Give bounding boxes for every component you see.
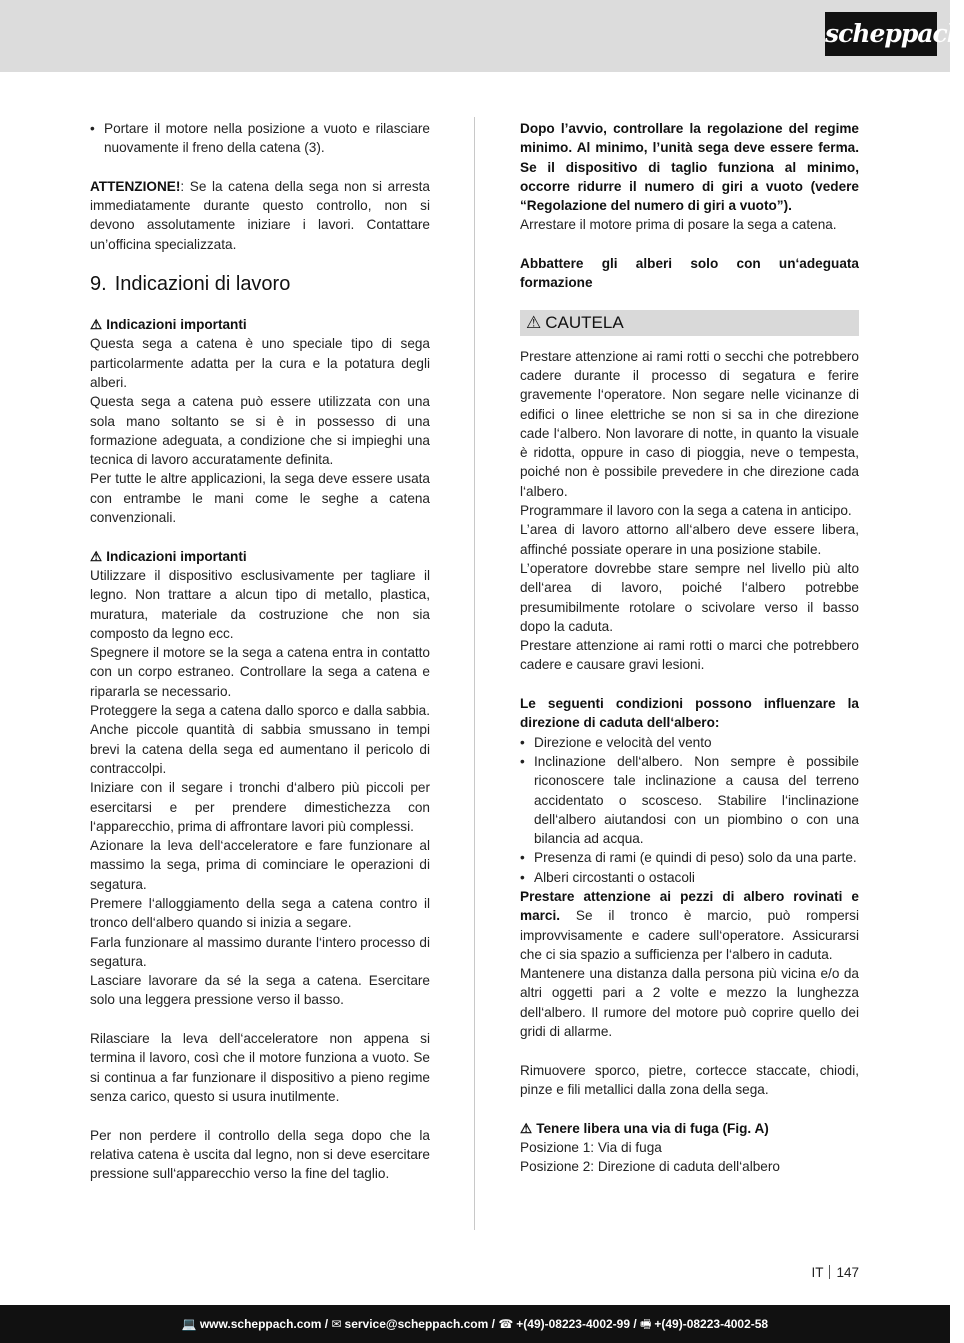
paragraph: Questa sega a catena può essere utilizzata con una sola mano soltanto se si è in possesso di una formazione adeguata, a condizione che si impieghi una tecnica di lavoro accuratamente definita. (90, 394, 430, 468)
paragraph: Rimuovere sporco, pietre, cortecce staccate, chiodi, pinze e fili metallici dalla zona della sega. (520, 1062, 859, 1097)
attention-paragraph: ATTENZIONE!: Se la catena della sega non si arresta immediatamente durante questo controllo, non si devono assolutamente iniziare i lavori. Contattare un’officina specializzata. (90, 178, 430, 252)
paragraph: Programmare il lavoro con la sega a catena in anticipo. (520, 503, 852, 519)
conditions-heading: Le seguenti condizioni possono influenzare la direzione di caduta dell‘albero: (520, 696, 859, 731)
paragraph: Mantenere una distanza dalla persona più vicina e/o da altri oggetti pari a 2 volte e mezzo la lunghezza dell‘albero. Il rumore del motore può coprire quello dei gridi di allarme. (520, 966, 859, 1040)
paragraph: Abbattere gli alberi solo con un‘adeguata formazione (520, 256, 859, 291)
email-link[interactable]: service@scheppach.com / (344, 1317, 495, 1331)
fax-number: +(49)-08223-4002-58 (654, 1317, 769, 1331)
paragraph: Arrestare il motore prima di posare la sega a catena. (520, 217, 837, 233)
section-heading: 9. Indicazioni di lavoro (90, 273, 291, 296)
paragraph: Prestare attenzione ai rami rotti o marci che potrebbero cadere e causare gravi lesioni. (520, 638, 859, 673)
paragraph: Proteggere la sega a catena dallo sporco e dalla sabbia. Anche piccole quantità di sabbia smussano in tempi brevi la catena della sega ed aumentano il pericolo di contraccolpi. (90, 703, 430, 776)
computer-icon: 💻 (181, 1317, 197, 1331)
paragraph: Azionare la leva dell‘acceleratore e fare funzionare al massimo la sega, prima di cominciare le operazioni di segatura. (90, 838, 430, 892)
paragraph: Posizione 1: Via di fuga (520, 1139, 662, 1155)
left-column (90, 119, 430, 1183)
list-item: • Inclinazione dell‘albero. Non sempre è possibile riconoscere tale inclinazione a causa del terreno accidentato o scosceso. Stabilire l‘inclinazione dell‘albero aiutandosi con un piombino o con una bilancia ad acqua. (520, 753, 859, 847)
subheading-escape: ⚠ Tenere libera una via di fuga (Fig. A) (520, 1119, 859, 1138)
warning-icon: ⚠ (526, 312, 542, 332)
paragraph: L’operatore dovrebbe stare sempre nel livello più alto dell‘area di lavoro, poiché l‘albero potrebbe presumibilmente rotolare o scivolare verso il basso dopo la caduta. (520, 560, 859, 634)
paragraph: Prestare attenzione ai pezzi di albero rovinati e marci. Se il tronco è marcio, può rompersi improvvisamente e cadere sull‘operatore. Assicurarsi che ci sia spazio a sufficienza per l‘albero in caduta. (520, 888, 859, 962)
page-number: IT 147 (811, 1265, 859, 1280)
right-column (520, 119, 859, 1176)
paragraph: Lasciare lavorare da sé la sega a catena. Esercitare solo una leggera pressione verso il basso. (90, 973, 430, 1008)
paragraph: Spegnere il motore se la sega a catena entra in contatto con un corpo estraneo. Controllare la sega a catena e ripararla se necessario. (90, 645, 430, 699)
paragraph: Posizione 2: Direzione di caduta dell‘albero (520, 1159, 780, 1175)
caution-banner: ⚠ CAUTELA (520, 310, 859, 336)
list-item: • Direzione e velocità del vento (520, 734, 712, 750)
phone-icon: ☎ (498, 1317, 514, 1331)
paragraph: Per tutte le altre applicazioni, la sega deve essere usata con entrambe le mani come le seghe a catena convenzionali. (90, 471, 430, 526)
list-item: • Alberi circostanti o ostacoli (520, 869, 695, 885)
paragraph: Questa sega a catena è uno speciale tipo di sega particolarmente adatta per la cura e la potatura degli alberi. (90, 336, 430, 390)
paragraph: L’area di lavoro attorno all‘albero deve essere libera, affinché possiate operare in una posizione stabile. (520, 522, 859, 557)
paragraph: Utilizzare il dispositivo esclusivamente per tagliare il legno. Non trattare a alcun tipo di metallo, plastica, muratura, materiale da costruzione che non sia composto da legno ecc. (90, 567, 430, 641)
list-item: • Presenza di rami (e quindi di peso) solo da una parte. (520, 850, 857, 866)
fax-icon: 🖷 (640, 1317, 652, 1331)
email-icon: ✉ (331, 1317, 342, 1331)
paragraph: Dopo l’avvio, controllare la regolazione del regime minimo. Al minimo, l’unità sega deve essere ferma. Se il dispositivo di taglio funziona al minimo, occorre ridurre il numero di giri a vuoto (vedere “Regolazione del numero di giri a vuoto”). (520, 121, 859, 214)
phone-number: +(49)-08223-4002-99 / (516, 1317, 637, 1331)
column-divider (474, 117, 475, 1230)
warning-icon: ⚠ (90, 548, 103, 564)
subheading-important: ⚠ Indicazioni importanti (90, 547, 430, 566)
paragraph: Iniziare con il segare i tronchi d‘albero più piccoli per esercitarsi e per prendere dimestichezza con l‘apparecchio, prima di affrontare lavori più complessi. (90, 780, 430, 834)
page-header (0, 0, 964, 72)
warning-icon: ⚠ (90, 317, 103, 333)
paragraph: Rilasciare la leva dell‘acceleratore non appena si termina il lavoro, così che il motore funziona a vuoto. Se si continua a far funzionare il dispositivo a pieno regime senza carico, questo si usura inutilmente. (90, 1031, 430, 1104)
paragraph: Prestare attenzione ai rami rotti o secchi che potrebbero cadere durante il processo di segatura e ferire gravemente l‘operatore. Non segare nelle vicinanze di edifici o linee elettriche se non si sa in che direzione cade l‘albero. Non lavorare di notte, in quanto la visuale è ridotta, oppure in caso di pioggia, neve o tempesta, poiché non è possibile prevedere in che direzione cada l‘albero. (520, 348, 859, 499)
paragraph: Farla funzionare al massimo durante l‘intero processo di segatura. (90, 934, 430, 969)
subheading-important: ⚠ Indicazioni importanti (90, 315, 430, 334)
paragraph: Premere l‘alloggiamento della sega a catena contro il tronco dell‘albero quando si inizia a segare. (90, 895, 430, 931)
website-link[interactable]: www.scheppach.com / (199, 1317, 329, 1331)
warning-icon: ⚠ (520, 1120, 533, 1136)
list-item: • Portare il motore nella posizione a vuoto e rilasciare nuovamente il freno della catena (3). (90, 121, 430, 156)
brand-logo: scheppach (825, 12, 937, 56)
page-footer (0, 1305, 950, 1343)
paragraph: Per non perdere il controllo della sega dopo che la relativa catena è uscita dal legno, non si deve esercitare pressione sull‘apparecchio verso la fine del taglio. (90, 1127, 430, 1182)
